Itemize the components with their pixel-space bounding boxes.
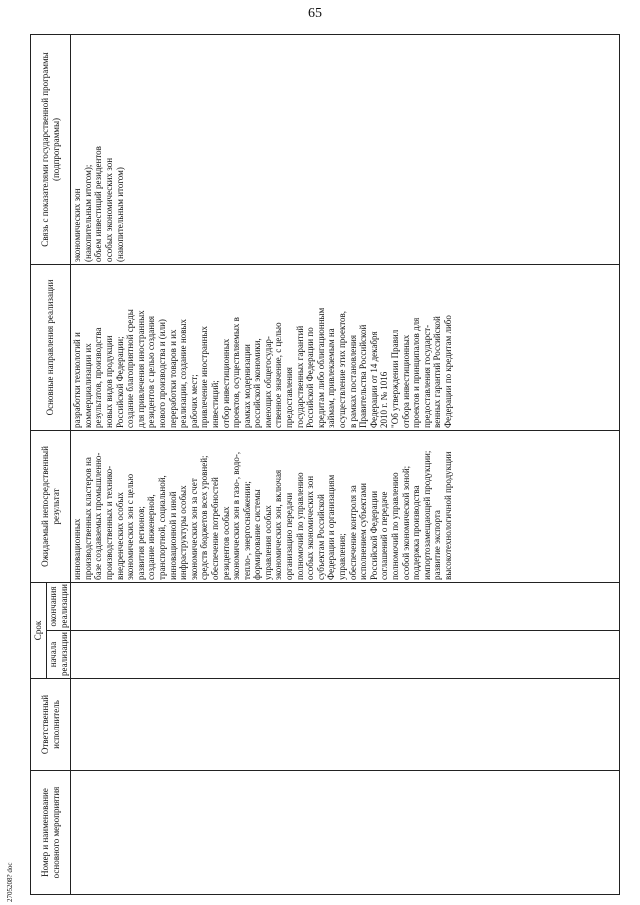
text-line: импортозамещающей продукции; <box>421 450 432 580</box>
table-row <box>71 34 620 894</box>
text-line: Российской Федерации; <box>114 336 125 428</box>
text-line: производственных кластеров на <box>82 457 93 580</box>
text-line: Федерации по кредитам либо <box>442 315 453 428</box>
text-line: для привлечения иностранных <box>135 310 146 428</box>
text-line: нового производства и (или) <box>156 319 167 428</box>
text-line: Российской Федерации <box>368 490 379 580</box>
text-line: исполнением субъектами <box>358 483 369 580</box>
text-line: экономических зон с целью <box>125 473 136 580</box>
cell-link <box>71 34 620 264</box>
text-line: предоставления <box>284 367 295 428</box>
text-line: экономических зон, включая <box>273 469 284 580</box>
header-start: начала реализации <box>47 631 71 679</box>
text-line: особых экономических зон <box>305 475 316 580</box>
text-line: обеспечение контроля за <box>347 485 358 580</box>
text-line: обеспечение потребностей <box>209 477 220 580</box>
text-line: полномочий по управлению <box>390 472 400 580</box>
text-line: субъектам Российской <box>315 494 326 580</box>
text-line: развитие экспорта <box>432 510 443 580</box>
text-line: поддержка производства <box>411 485 422 580</box>
rotated-table <box>30 35 620 895</box>
text-line: разработки технологий и <box>72 332 83 428</box>
text-line: результатов, производства <box>93 327 104 428</box>
text-line: базе создаваемых промышленно- <box>93 452 104 580</box>
cell-result <box>71 430 620 582</box>
text-line: высокотехнологичной продукции <box>442 451 453 580</box>
text-line: рабочих мест; <box>188 374 199 428</box>
text-line: "Об утверждении Правил <box>390 329 400 428</box>
text-line: особых экономических зон <box>103 157 114 262</box>
header-executor: Ответственный исполнитель <box>31 679 71 771</box>
measures-table <box>30 34 620 895</box>
text-line: ственное значение, с целью <box>273 322 284 428</box>
text-line: экономических зон за счет <box>188 478 199 580</box>
header-result: Ожидаемый непосредственный результат <box>31 430 71 582</box>
text-line: экономических зон в газо-, водо-, <box>231 451 242 580</box>
text-line: полномочий по управлению <box>294 472 305 580</box>
text-line: кредитам либо облигационным <box>315 307 326 428</box>
text-line: отбор инвестиционных <box>220 338 231 428</box>
text-line: внедренческих особых <box>114 492 125 580</box>
text-line: проектов и принципалов для <box>411 317 422 428</box>
text-line: управления; <box>337 533 348 580</box>
text-line: создание благоприятной среды <box>125 309 136 428</box>
text-line: организацию передачи <box>284 492 295 580</box>
header-measure: Номер и наименование основного мероприятия <box>31 771 71 895</box>
text-line: новых видов продукции <box>103 335 114 428</box>
cell-end <box>71 582 620 630</box>
text-line: реализации, создание новых <box>178 319 189 428</box>
header-end: окончания реализации <box>47 582 71 630</box>
text-line: проектов, осуществляемых в <box>231 317 242 428</box>
cell-executor <box>71 679 620 771</box>
cell-directions <box>71 264 620 430</box>
text-line: инвестиций; <box>209 380 220 428</box>
footer-doc-code: 2705208? doc <box>6 862 14 902</box>
header-link: Связь с показателями государственной программы (подпрограммы) <box>31 34 71 264</box>
table-container <box>30 35 620 895</box>
text-line: Федерации от 14 декабря <box>368 331 379 428</box>
text-line: создание инженерной, <box>146 494 157 580</box>
text-line: управления особых <box>262 505 273 580</box>
text-line: экономических зон <box>72 188 83 262</box>
text-line: средств бюджетов всех уровней; <box>199 455 210 580</box>
text-line: транспортной, социальной, <box>156 475 167 580</box>
text-line: инновационной и иной <box>167 491 178 580</box>
text-line: Российской Федерации по <box>305 327 316 428</box>
text-line: формирование системы <box>252 489 263 580</box>
text-line: рамках модернизации <box>241 344 252 428</box>
text-line: венных гарантий Российской <box>432 316 443 428</box>
footer <box>6 762 18 902</box>
text-line: в рамках постановления <box>347 335 358 428</box>
text-line: резидентов с целью создания <box>146 315 157 428</box>
text-line: соглашений о передаче <box>379 491 390 580</box>
text-line: российской экономики, <box>252 338 263 428</box>
text-line: осуществление этих проектов, <box>337 310 348 428</box>
page-number: 65 <box>308 6 322 21</box>
text-line: тепло-, энергоснабжении; <box>241 481 252 580</box>
text-line: инфраструктуры особых <box>178 485 189 580</box>
text-line: займам, привлекаемым на <box>326 328 337 428</box>
text-line: отбора инвестиционных <box>400 334 411 428</box>
cell-measure <box>71 771 620 895</box>
header-directions: Основные направления реализации <box>31 264 71 430</box>
text-line: производственных и технико- <box>103 465 114 580</box>
text-line: инновационных <box>72 518 83 580</box>
text-line: переработки товаров и их <box>167 329 178 428</box>
text-line: развития регионов; <box>135 506 146 580</box>
text-line: особой экономической зоной; <box>400 465 411 580</box>
text-line: имеющих общегосудар- <box>262 336 273 428</box>
text-line: государственных гарантий <box>294 325 305 428</box>
header-term: Срок <box>31 582 47 678</box>
text-line: резидентов особых <box>220 506 231 580</box>
cell-start <box>71 631 620 679</box>
text-line: коммерциализации их <box>82 343 93 428</box>
text-line: предоставления государст- <box>421 324 432 428</box>
text-line: 2010 г. № 1016 <box>379 371 390 428</box>
text-line: (накопительным итогом) <box>114 167 125 262</box>
text-line: (накопительным итогом); <box>82 164 93 262</box>
text-line: объем инвестиций резидентов <box>93 146 104 262</box>
text-line: Федерации и организациям <box>326 474 337 580</box>
text-line: Правительства Российской <box>358 324 369 428</box>
text-line: привлечение иностранных <box>199 325 210 428</box>
